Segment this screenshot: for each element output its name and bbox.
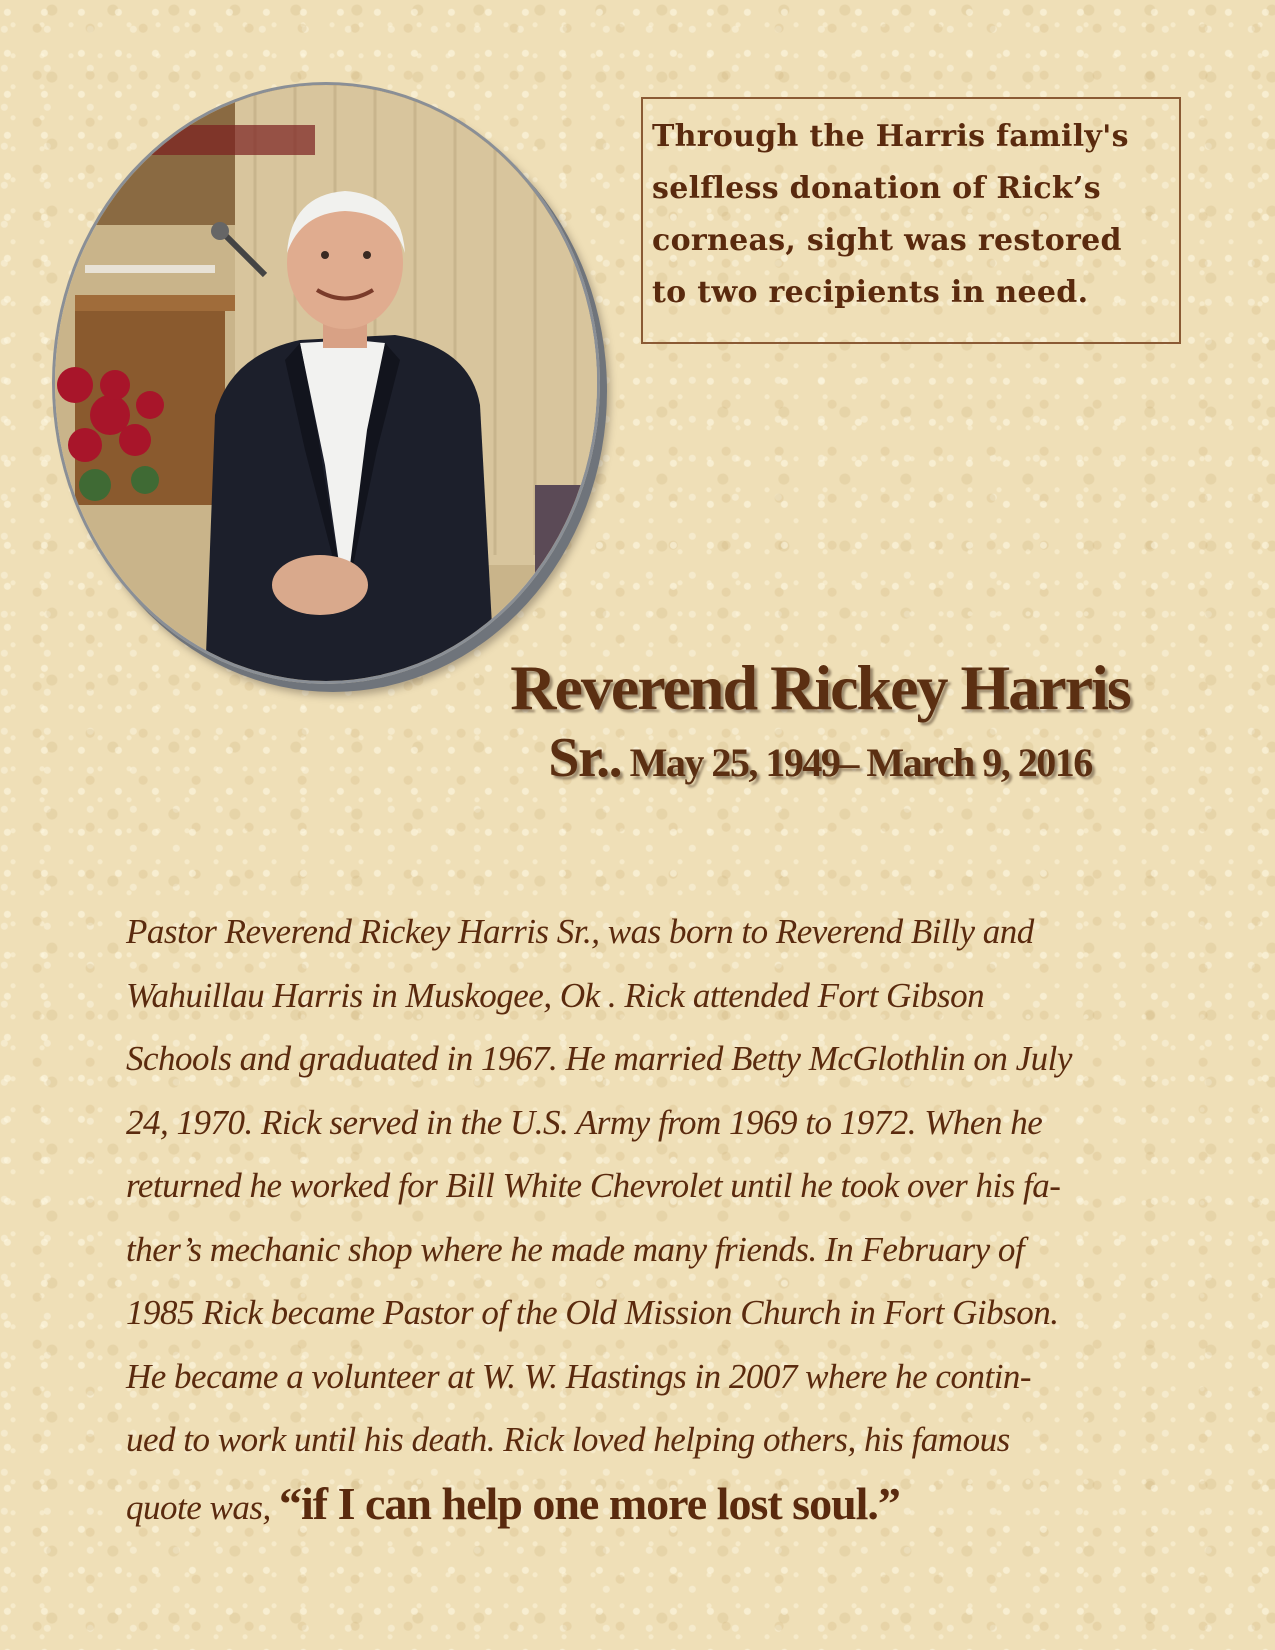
bio-line: He became a volunteer at W. W. Hastings in 2007 where he contin-	[126, 1356, 1032, 1396]
name-suffix: Sr..	[548, 727, 622, 789]
life-dates: May 25, 1949– March 9, 2016	[629, 740, 1092, 785]
bio-line: Pastor Reverend Rickey Harris Sr., was born to Reverend Billy and	[126, 912, 1034, 951]
bio-line: ued to work until his death. Rick loved helping others, his famous	[126, 1420, 1010, 1459]
biography	[126, 900, 1176, 1539]
bio-line: ther’s mechanic shop where he made many friends. In February of	[126, 1229, 1025, 1269]
famous-quote: “if I can help one more lost soul.”	[278, 1477, 900, 1529]
bio-last-line	[126, 1472, 1176, 1540]
portrait-photo	[52, 82, 600, 684]
callout-line: corneas, sight was restored	[652, 223, 1122, 258]
callout-line: Through the Harris family's	[652, 119, 1129, 154]
bio-line: 1985 Rick became Pastor of the Old Mission Church in Fort Gibson.	[126, 1293, 1059, 1332]
bio-line: Schools and graduated in 1967. He married Betty McGlothlin on July	[126, 1039, 1072, 1078]
portrait-image	[55, 85, 597, 681]
memorial-title	[470, 648, 1170, 793]
callout-line: to two recipients in need.	[652, 275, 1089, 310]
memorial-name: Reverend Rickey Harris	[510, 652, 1130, 723]
memorial-dates-line	[470, 728, 1170, 793]
bio-line-prefix: quote was,	[126, 1487, 279, 1527]
bio-line: returned he worked for Bill White Chevrolet until he took over his fa-	[126, 1166, 1061, 1205]
bio-line: 24, 1970. Rick served in the U.S. Army from 1969 to 1972. When he	[126, 1102, 1043, 1142]
cornea-donation-callout	[641, 97, 1181, 344]
callout-line: selfless donation of Rick’s	[652, 171, 1101, 206]
bio-line: Wahuillau Harris in Muskogee, Ok . Rick attended Fort Gibson	[126, 975, 985, 1015]
